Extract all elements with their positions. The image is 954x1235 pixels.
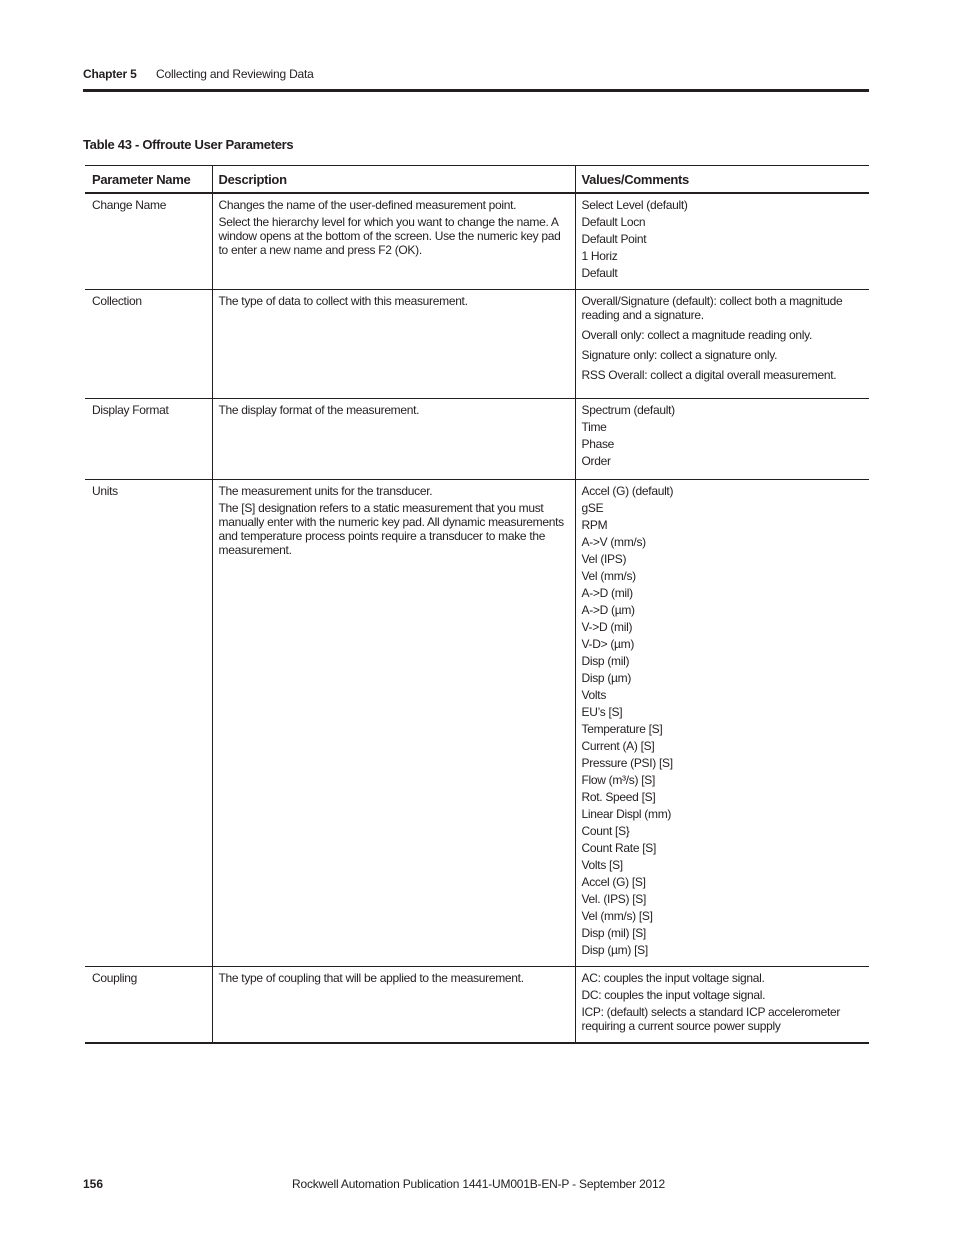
description-cell xyxy=(212,480,575,967)
value-item: Accel (G) [S] xyxy=(581,875,646,889)
value-item: Rot. Speed [S] xyxy=(581,790,656,804)
description-paragraph: The [S] designation refers to a static measurement that you must manually enter with the numeric key pad. All dynamic measurements and temperature process points require a transducer to make the measurement. xyxy=(218,501,564,557)
values-comments-cell xyxy=(575,193,869,290)
table-row xyxy=(85,480,869,967)
parameter-name-cell: Coupling xyxy=(85,967,212,1044)
value-item: Vel (mm/s) [S] xyxy=(581,909,653,923)
value-item: A->D (mil) xyxy=(581,586,633,600)
parameter-name-cell: Change Name xyxy=(85,193,212,290)
value-item: EU’s [S] xyxy=(581,705,623,719)
table-row xyxy=(85,193,869,290)
value-item: Flow (m³/s) [S] xyxy=(581,773,655,787)
value-item: RSS Overall: collect a digital overall measurement. xyxy=(581,368,837,382)
value-item: Select Level (default) xyxy=(581,198,688,212)
value-item: Default xyxy=(581,266,618,280)
column-header-description: Description xyxy=(212,166,575,194)
chapter-title: Collecting and Reviewing Data xyxy=(156,67,314,81)
description-paragraph: Changes the name of the user-defined measurement point. xyxy=(218,198,517,212)
value-item: gSE xyxy=(581,501,604,515)
value-item: Volts xyxy=(581,688,607,702)
table-caption: Table 43 - Offroute User Parameters xyxy=(83,137,294,152)
value-item: A->D (µm) xyxy=(581,603,635,617)
table-row xyxy=(85,290,869,399)
description-cell xyxy=(212,290,575,399)
value-item: Vel. (IPS) [S] xyxy=(581,892,646,906)
value-item: Overall/Signature (default): collect both a magnitude reading and a signature. xyxy=(581,294,843,322)
page-header xyxy=(83,67,869,89)
value-item: A->V (mm/s) xyxy=(581,535,646,549)
header-rule xyxy=(83,89,869,92)
description-cell xyxy=(212,193,575,290)
description-paragraph: Select the hierarchy level for which you want to change the name. A window opens at the bottom of the screen. Use the numeric key pad to enter a new name and press F2 (OK). xyxy=(218,215,561,257)
value-item: 1 Horiz xyxy=(581,249,618,263)
page-number: 156 xyxy=(83,1177,104,1191)
column-header-parameter-name: Parameter Name xyxy=(85,166,212,194)
value-item: Default Point xyxy=(581,232,647,246)
value-item: Disp (mil) xyxy=(581,654,630,668)
value-item: Vel (IPS) xyxy=(581,552,627,566)
value-item: Default Locn xyxy=(581,215,646,229)
table-row xyxy=(85,399,869,480)
parameters-table xyxy=(85,165,869,1044)
publication-line: Rockwell Automation Publication 1441-UM001B-EN-P - September 2012 xyxy=(292,1177,665,1191)
column-header-values-comments: Values/Comments xyxy=(575,166,869,194)
value-item: RPM xyxy=(581,518,608,532)
value-item: Count [S} xyxy=(581,824,630,838)
values-comments-cell xyxy=(575,480,869,967)
value-item: Order xyxy=(581,454,611,468)
table-row xyxy=(85,967,869,1044)
value-item: V-D> (µm) xyxy=(581,637,635,651)
value-item: Time xyxy=(581,420,607,434)
value-item: Spectrum (default) xyxy=(581,403,675,417)
description-paragraph: The type of data to collect with this measurement. xyxy=(218,294,468,308)
value-item: DC: couples the input voltage signal. xyxy=(581,988,766,1002)
values-comments-cell xyxy=(575,399,869,480)
values-comments-cell xyxy=(575,290,869,399)
value-item: Pressure (PSI) [S] xyxy=(581,756,673,770)
value-item: V->D (mil) xyxy=(581,620,633,634)
value-item: Volts [S] xyxy=(581,858,623,872)
values-comments-cell xyxy=(575,967,869,1044)
description-paragraph: The type of coupling that will be applied to the measurement. xyxy=(218,971,524,985)
description-cell xyxy=(212,399,575,480)
value-item: ICP: (default) selects a standard ICP accelerometer requiring a current source power supply xyxy=(581,1005,841,1033)
value-item: Disp (µm) [S] xyxy=(581,943,648,957)
parameter-name-cell: Collection xyxy=(85,290,212,399)
chapter-label: Chapter 5 xyxy=(83,67,137,81)
value-item: Temperature [S] xyxy=(581,722,663,736)
value-item: Disp (mil) [S] xyxy=(581,926,646,940)
description-paragraph: The display format of the measurement. xyxy=(218,403,420,417)
value-item: Signature only: collect a signature only. xyxy=(581,348,778,362)
description-paragraph: The measurement units for the transducer. xyxy=(218,484,433,498)
value-item: Overall only: collect a magnitude reading only. xyxy=(581,328,812,342)
value-item: Linear Displ (mm) xyxy=(581,807,672,821)
parameter-name-cell: Units xyxy=(85,480,212,967)
parameter-name-cell: Display Format xyxy=(85,399,212,480)
value-item: Current (A) [S] xyxy=(581,739,655,753)
table-body xyxy=(85,193,869,1043)
value-item: Phase xyxy=(581,437,615,451)
value-item: Count Rate [S] xyxy=(581,841,657,855)
value-item: AC: couples the input voltage signal. xyxy=(581,971,765,985)
value-item: Disp (µm) xyxy=(581,671,632,685)
value-item: Accel (G) (default) xyxy=(581,484,674,498)
description-cell xyxy=(212,967,575,1044)
table-header-row xyxy=(85,166,869,194)
value-item: Vel (mm/s) xyxy=(581,569,636,583)
